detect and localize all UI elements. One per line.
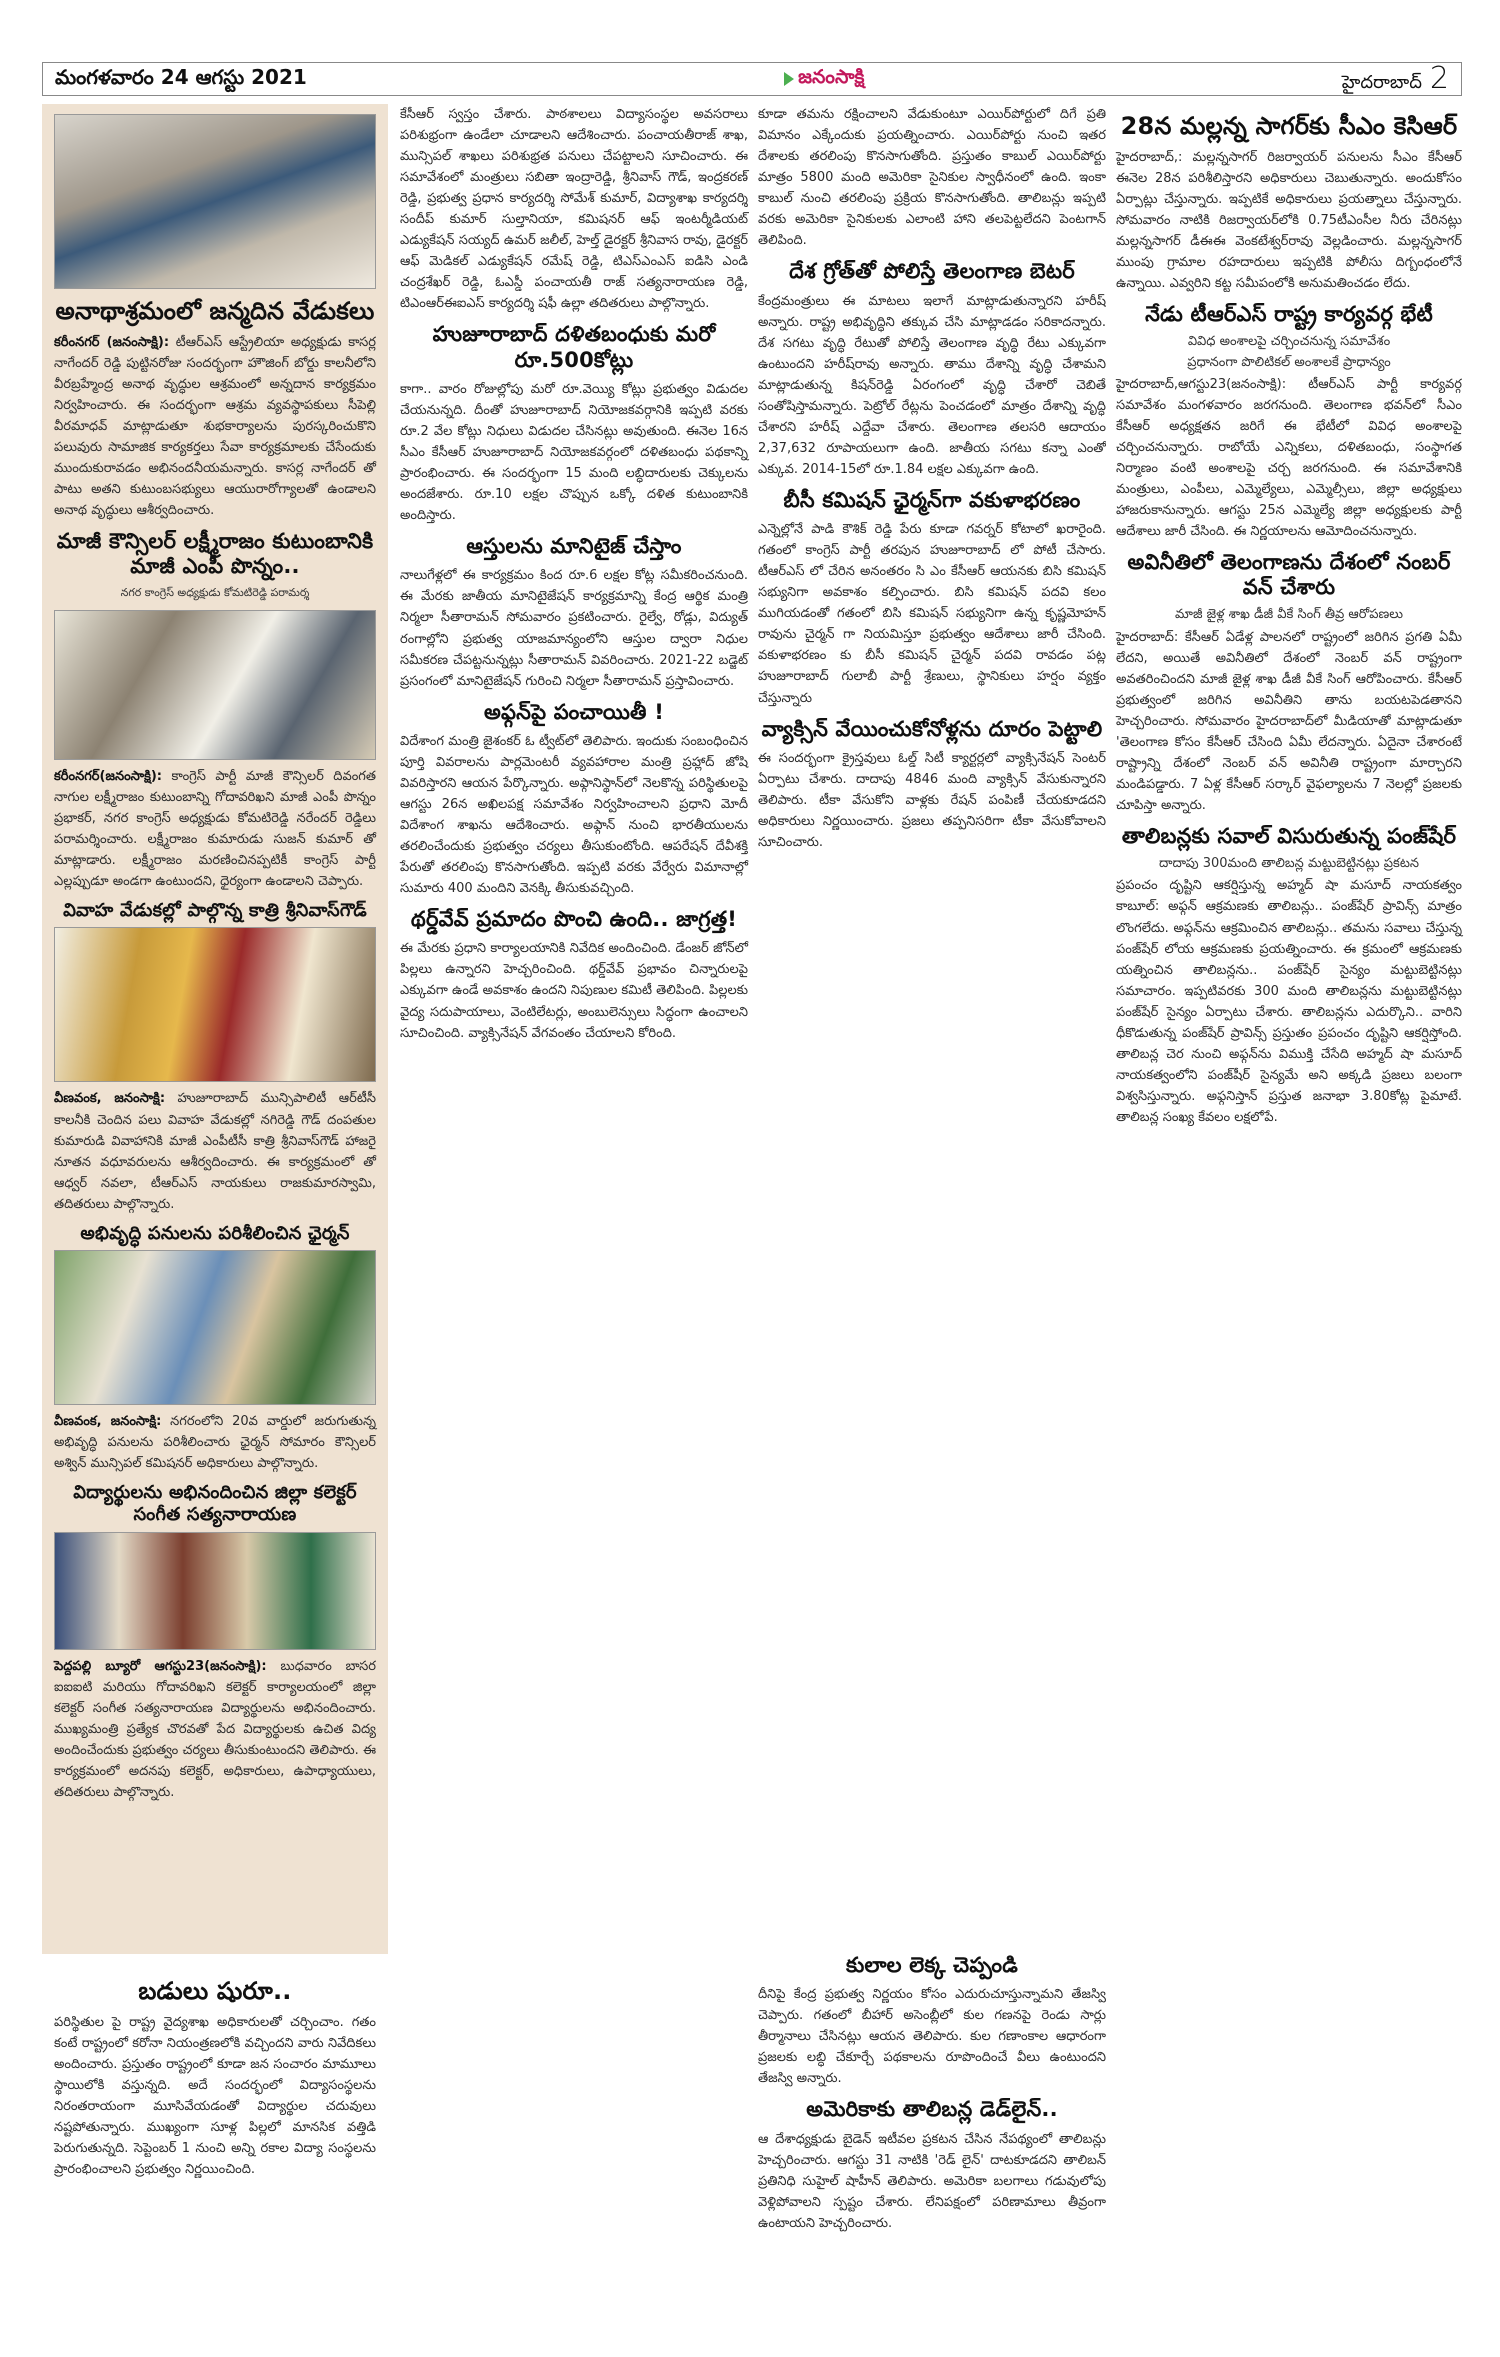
subhead-corruption: మాజీ జైళ్ల శాఖ డీజీ వీకే సింగ్ తీవ్ర ఆరోపణలు [1175, 607, 1403, 623]
photo-ponnam-visit [54, 610, 376, 760]
headline-chairman-inspection: అభివృద్ధి పనులను పరిశీలించిన ఛైర్మన్ [80, 1222, 350, 1244]
headline-trs-meeting: నేడు టీఆర్ఎస్ రాష్ట్ర కార్యవర్గ భేటీ [1145, 302, 1433, 327]
photo-inspection [54, 1250, 376, 1405]
column-2 [400, 104, 748, 1048]
headline-telangana-growth: దేశ గ్రోత్‌తో పోలిస్తే తెలంగాణ బెటర్ [789, 259, 1075, 284]
column-left-panel [42, 104, 388, 1954]
subhead-trs-meeting-2: ప్రధానంగా పొలిటికల్ అంశాలకే ప్రాధాన్యం [1187, 354, 1391, 370]
article-collector-students: పెద్దపల్లి బ్యూరో ఆగస్టు23(జనంసాక్షి): బుధవారం బాసర ఐఐఐటి మరియు గోదావరిఖని కలెక్టర్ కార్యాలయంలో జిల్లా కలెక్టర్ సంగీత సత్యనారాయణ విద్యార్థులను అభినందించారు. ముఖ్యమంత్రి ప్రత్యేక చొరవతో పేద విద్యార్థులకు ఉచిత విద్య అందించేందుకు ప్రభుత్వం చర్యలు తీసుకుంటుందని తెలిపారు. ఈ కార్యక్రమంలో అదనపు కలెక్టర్, అధికారులు, ఉపాధ్యాయులు, తదితరులు పాల్గొన్నారు. [54, 1658, 376, 1800]
article-bc-commission: ఎన్నెల్లోనే పాడి కౌశిక్ రెడ్డి పేరు కూడా గవర్నర్ కోటాలో ఖరారైంది. గతంలో కాంగ్రెస్ పార్టీ తరపున హుజూరాబాద్ లో పోటీ చేసారు. టీఆర్ఎస్ లో చేరిన అనంతరం సి ఎం కేసీఆర్ ఆయనకు బిసి కమిషన్ సభ్యునిగా అవకాశం కల్పించారు. బిసి కమిషన్ పదవి కలం ముగియడంతో గతంలో బిసి కమిషన్ సభ్యునిగా ఉన్న కృష్ణమోహన్ రావును చైర్మన్ గా నియమిస్తూ ప్రభుత్వం ఆదేశాలు జారీ చేసింది. వకుళాభరణం కు బీసీ కమిషన్ చైర్మన్ పదవి రావడం పట్ల హుజూరాబాద్ గులాబీ పార్టీ శ్రేణులు, స్థానికులు హర్షం వ్యక్తం చేస్తున్నారు [758, 522, 1106, 706]
photo-wedding [54, 927, 376, 1082]
headline-monetize-assets: ఆస్తులను మానిటైజ్ చేస్తాం [466, 534, 682, 559]
headline-vaccine-ration: వ్యాక్సిన్ వేయించుకోనోళ్లను దూరం పెట్టాలి [761, 716, 1103, 741]
article-third-wave: ఈ మేరకు ప్రధాని కార్యాలయానికి నివేదిక అందించింది. డేంజర్ జోన్‌లో పిల్లలు ఉన్నారని హెచ్చరించింది. థర్డ్‌వేవ్ ప్రభావం చిన్నారులపై ఎక్కువగా ఉండే అవకాశం ఉందని నిపుణుల కమిటీ తెలిపింది. పిల్లలకు వైద్య సదుపాయాలు, వెంటిలేటర్లు, అంబులెన్సులు సిద్ధంగా ఉంచాలని సూచించింది. వ్యాక్సినేషన్ వేగవంతం చేయాలని కోరింది. [400, 941, 749, 1041]
column-4 [1116, 104, 1462, 1132]
headline-orphanage-birthday: అనాథాశ్రమంలో జన్మదిన వేడుకలు [55, 297, 375, 325]
headline-afghan-panchayat: అఫ్గన్‌పై పంచాయితీ ! [484, 699, 664, 724]
article-caste-census: దీనిపై కేంద్ర ప్రభుత్వ నిర్ణయం కోసం ఎదురుచూస్తున్నామని తేజస్వి చెప్పారు. గతంలో బీహార్ అసెంబ్లీలో కుల గణనపై రెండు సార్లు తీర్మానాలు చేసినట్లు ఆయన తెలిపారు. కుల గణాంకాల ఆధారంగా ప్రజలకు లబ్ధి చేకూర్చే పథకాలను రూపొందించే వీలు ఉంటుందని తేజస్వి అన్నారు. [758, 1987, 1106, 2087]
edition-city: హైదరాబాద్ [1341, 72, 1422, 93]
article-wedding-visit: వీణవంక, జనంసాక్షి: హుజూరాబాద్ మున్సిపాలిటీ ఆర్‌టీసీ కాలనీకి చెందిన పలు వివాహ వేడుకల్లో నగిరెడ్డి గౌడ్ దంపతుల కుమారుడి వివాహానికి మాజీ ఎంపీటీసీ కాత్రి శ్రీనివాస్‌గౌడ్ హాజరై నూతన వధూవరులను ఆశీర్వదించారు. ఈ కార్యక్రమంలో తో ఆధ్వర్ నవలా, టీఆర్ఎస్ నాయకులు రాజకుమారస్వామి, తదితరులు పాల్గొన్నారు. [54, 1091, 376, 1212]
article-afghan-panchayat: విదేశాంగ మంత్రి జైశంకర్ ఓ ట్వీట్‌లో తెలిపారు. ఇందుకు సంబంధించిన పూర్తి వివరాలను పార్లమెంటరీ వ్యవహారాల మంత్రి ప్రహ్లాద్ జోషి వివరిస్తారని ఆయన పేర్కొన్నారు. అఫ్గానిస్థాన్‌లో నెలకొన్న పరిస్థితులపై ఆగస్టు 26న అఖిలపక్ష సమావేశం నిర్వహించాలని ప్రధాని మోదీ విదేశాంగ శాఖను ఆదేశించారు. అఫ్గాన్ నుంచి భారతీయులను తరలించేందుకు ప్రభుత్వం చర్యలు తీసుకుంటోంది. ఆపరేషన్ దేవీశక్తి పేరుతో తరలింపు కొనసాగుతోంది. ఇప్పటి వరకు వేర్వేరు విమానాల్లో సుమారు 400 మందిని వెనక్కి తీసుకువచ్చింది. [400, 733, 748, 897]
article-kabul-continued: కూడా తమను రక్షించాలని వేడుకుంటూ ఎయిర్‌పోర్టులో దిగే ప్రతి విమానం ఎక్కేందుకు ప్రయత్నించారు. ఎయిర్‌పోర్టు నుంచి ఇతర దేశాలకు తరలింపు కొనసాగుతోంది. ప్రస్తుతం కాబుల్ ఎయిర్‌పోర్టు మాత్రం 5800 మంది అమెరికా సైనికుల స్వాధీనంలో ఉంది. ఇంకా కాబుల్ నుంచి తరలింపు ప్రక్రియ కొనసాగుతోంది. తాలిబన్లు ఇప్పటి వరకు అమెరికా సైనికులకు ఎలాంటి హాని తలపెట్టలేదని పెంటగాన్ తెలిపింది. [758, 107, 1106, 249]
column-left-lower [42, 1965, 388, 2345]
article-schools-continued: కేసీఆర్ స్వస్తం చేశారు. పాఠశాలలు విద్యాసంస్థల అవసరాలు పరిశుభ్రంగా ఉండేలా చూడాలని ఆదేశించారు. పంచాయతీరాజ్ శాఖ, మున్సిపల్ శాఖలు పరిశుభ్రత పనులు చేపట్టాలని సూచించారు. ఈ సమావేశంలో మంత్రులు సబితా ఇంద్రారెడ్డి, శ్రీనివాస్ గౌడ్, ఇంద్రకరణ్ రెడ్డి, ప్రభుత్వ ప్రధాన కార్యదర్శి సోమేశ్ కుమార్, విద్యాశాఖ కార్యదర్శి సందీప్ కుమార్ సుల్తానియా, కమిషనర్ ఆఫ్ ఇంటర్మీడియట్ ఎడ్యుకేషన్ సయ్యద్ ఉమర్ జలీల్, హెల్త్ డైరక్టర్ శ్రీనివాస రావు, డైరక్టర్ ఆఫ్ మెడికల్ ఎడ్యుకేషన్ రమేష్ రెడ్డి, టిఎస్ఎంఎస్ ఐడిసి ఎండి చంద్రశేఖర్ రెడ్డి, ఓఎస్డీ పంచాయతీ రాజ్ సత్యనారాయణ రెడ్డి, టిఎంఆర్ఈఐఎస్ కార్యదర్శి షఫీ ఉల్లా తదితరులు పాల్గొన్నారు. [400, 107, 748, 312]
headline-bc-commission: బీసీ కమిషన్ ఛైర్మన్‌గా వకుళాభరణం [783, 487, 1081, 512]
headline-ponnam-visit: మాజీ కౌన్సిలర్ లక్ష్మీరాజం కుటుంబానికి మాజీ ఎంపీ పొన్నం.. [56, 529, 374, 579]
headline-caste-census: కులాల లెక్క చెప్పండి [846, 1953, 1018, 1977]
article-taliban-deadline: ఆ దేశాధ్యక్షుడు బైడెన్ ఇటీవల ప్రకటన చేసిన నేపథ్యంలో తాలిబన్లు హెచ్చరించారు. ఆగస్టు 31 నాటికి 'రెడ్ లైన్' దాటకూడదని తాలిబన్ ప్రతినిధి సుహైల్ షాహీన్ తెలిపారు. అమెరికా బలగాలు గడువులోపు వెళ్లిపోవాలని స్పష్టం చేశారు. లేనిపక్షంలో పరిణామాలు తీవ్రంగా ఉంటాయని హెచ్చరించారు. [758, 2131, 1106, 2231]
article-telangana-growth: కేంద్రమంత్రులు ఈ మాటలు ఇలాగే మాట్లాడుతున్నారని హరీష్ అన్నారు. రాష్ట్ర అభివృద్ధిని తక్కువ చేసి మాట్లాడడం సరికాదన్నారు. దేశ సగటు వృద్ధి రేటుతో పోలిస్తే తెలంగాణ వృద్ధి రేటు ఎక్కువగా ఉంటుందని హరీష్‌రావు అన్నారు. తాము దేశాన్ని వృద్ధి చేశామని మాట్లాడుతున్న కిషన్‌రెడ్డి ఏరంగంలో వృద్ధి చేశారో చెబితే సంతోషిస్తామన్నారు. పెట్రోల్ రేట్లను పెంచడంలో మాత్రం దేశాన్ని వృద్ధి చేశారని హరీష్ ఎద్దేవా చేశారు. తెలంగాణ తలసరి ఆదాయం 2,37,632 రూపాయలుగా ఉంది. జాతీయ సగటు కన్నా ఎంతో ఎక్కువ. 2014-15లో రూ.1.84 లక్షల ఎక్కువగా ఉంది. [758, 293, 1106, 477]
article-trs-meeting: హైదరాబాద్,ఆగస్టు23(జనంసాక్షి): టీఆర్ఎస్ పార్టీ కార్యవర్గ సమావేశం మంగళవారం జరగనుంది. తెలంగాణ భవన్‌లో సీఎం కేసీఆర్ అధ్యక్షతన జరిగే ఈ భేటీలో వివిధ అంశాలపై చర్చించనున్నారు. రాబోయే ఎన్నికలు, దళితబంధు, సంస్థాగత నిర్మాణం వంటి అంశాలపై చర్చ జరగనుంది. ఈ సమావేశానికి మంత్రులు, ఎంపీలు, ఎమ్మెల్యేలు, ఎమ్మెల్సీలు, జిల్లా అధ్యక్షులు హాజరుకానున్నారు. ఆగస్టు 25న ఎమ్మెల్యే జిల్లా అధ్యక్షులకు పార్టీ ఆదేశాలు జారీ చేసింది. ఈ నిర్ణయాలను ఆమోదించనున్నారు. [1116, 376, 1462, 540]
masthead-date: మంగళవారం 24 ఆగస్టు 2021 [55, 64, 307, 89]
article-orphanage-birthday: కరీంనగర్ (జనంసాక్షి): టీఆర్ఎస్ ఆస్ట్రేలియా అధ్యక్షుడు కాసర్ల నాగేందర్ రెడ్డి పుట్టినరోజు సందర్భంగా హౌజింగ్ బోర్డు కాలనీలోని వీరబ్రహ్మేంద్ర అనాథ వృద్ధుల ఆశ్రమంలో అన్నదాన కార్యక్రమం నిర్వహించారు. ఈ సందర్భంగా ఆశ్రమ వ్యవస్థాపకులు సీపెల్లి వీరమాధవ్ మాట్లాడుతూ శుభకార్యాలను పురస్కరించుకొని పలువురు సామాజిక కార్యకర్తలు సేవా కార్యక్రమాలకు చేసేందుకు ముందుకురావడం అభినందనీయమన్నారు. కాసర్ల నాగేందర్ తో పాటు అతని కుటుంబసభ్యులు ఆయురారోగ్యాలతో ఉండాలని అనాథ వృద్ధులు ఆశీర్వదించారు. [54, 334, 376, 519]
article-ponnam-visit: కరీంనగర్(జనంసాక్షి): కాంగ్రెస్ పార్టీ మాజీ కౌన్సిలర్ దివంగత నాగుల లక్ష్మీరాజం కుటుంబాన్ని గోదావరిఖని మాజీ ఎంపీ పొన్నం ప్రభాకర్, నగర కాంగ్రెస్ అధ్యక్షుడు కోమటిరెడ్డి నరేందర్ రెడ్డిలు పరామర్శించారు. లక్ష్మీరాజం కుమారుడు సుజన్ కుమార్ తో మాట్లాడారు. లక్ష్మీరాజం మరణించినప్పటికీ కాంగ్రెస్ పార్టీ ఎల్లప్పుడూ అండగా ఉంటుందని, ధైర్యంగా ఉండాలని చెప్పారు. [54, 768, 376, 889]
masthead-edition [1342, 61, 1449, 97]
page-number: 2 [1429, 61, 1449, 96]
headline-dalitbandhu: హుజూరాబాద్ దళితబంధుకు మరో రూ.500కోట్లు [432, 322, 716, 372]
headline-taliban-deadline: అమెరికాకు తాలిబన్ల డెడ్‌లైన్.. [806, 2097, 1058, 2122]
column-3 [758, 104, 1106, 1934]
photo-students [54, 1532, 376, 1650]
headline-third-wave: థర్డ్‌వేవ్ ప్రమాదం పొంచి ఉంది.. జాగ్రత్త! [410, 907, 738, 932]
leaf-icon [784, 72, 794, 86]
article-corruption: హైదరాబాద్: కేసీఆర్ ఏడేళ్ల పాలనలో రాష్ట్రంలో జరిగిన ప్రగతి ఏమీ లేదని, అయితే అవినీతిలో దేశంలో నెంబర్ వన్ రాష్ట్రంగా అవతరించిందని మాజీ జైళ్ల శాఖ డీజీ వీకే సింగ్ ఆరోపించారు. కేసీఆర్ ప్రభుత్వంలో జరిగిన అవినీతిని తాను బయటపెడతానని హెచ్చరించారు. సోమవారం హైదరాబాద్‌లో మీడియాతో మాట్లాడుతూ 'తెలంగాణ కోసం కేసీఆర్ చేసింది ఏమీ లేదన్నారు. ఏదైనా చేశారంటే రాష్ట్రాన్ని దేశంలో నెంబర్ వన్ అవినీతి రాష్ట్రంగా మార్చారని మండిపడ్డారు. 7 ఏళ్ల కేసీఆర్ సర్కార్ వైఫల్యాలను 7 నెలల్లో ప్రజలకు చూపిస్తా అన్నారు. [1116, 629, 1462, 813]
column-3-lower [758, 1945, 1106, 2238]
headline-schools-reopen: బడులు షురూ.. [138, 1977, 292, 2005]
article-monetize-assets: నాలుగేళ్లలో ఈ కార్యక్రమం కింద రూ.6 లక్షల కోట్ల సమీకరించనుంది. ఈ మేరకు జాతీయ మానిటైజేషన్ కార్యక్రమాన్ని కేంద్ర ఆర్థిక మంత్రి నిర్మలా సీతారామన్ సోమవారం ప్రకటించారు. రైల్వే, రోడ్లు, విద్యుత్ రంగాల్లోని ప్రభుత్వ యాజమాన్యంలోని ఆస్తుల ద్వారా నిధుల సమీకరణ చేపట్టనున్నట్లు సీతారామన్ వివరించారు. 2021-22 బడ్జెట్ ప్రసంగంలో మానిటైజేషన్ గురించి నిర్మలా సీతారామన్ ప్రస్తావించారు. [400, 568, 748, 689]
subhead-panjshir: దాదాపు 300మంది తాలిబన్ల మట్టుబెట్టినట్లు ప్రకటన [1158, 856, 1419, 872]
article-vaccine-ration: ఈ సందర్భంగా క్రైస్తవులు ఓల్డ్ సిటీ క్యార్టర్లలో వ్యాక్సినేషన్ సెంటర్ ఏర్పాటు చేశారు. దాదాపు 4846 మంది వ్యాక్సిన్ వేసుకున్నారని తెలిపారు. టీకా వేసుకోని వాళ్లకు రేషన్ పంపిణీ చేయకూడదని అధికారులు నిర్ణయించారు. ప్రజలు తప్పనిసరిగా టీకా వేసుకోవాలని సూచించారు. [758, 750, 1106, 850]
subhead-trs-meeting-1: వివిధ అంశాలపై చర్చించనున్న సమావేశం [1187, 334, 1391, 350]
logo-text: జనంసాక్షి [798, 65, 865, 88]
byline-ponnam-visit: నగర కాంగ్రెస్ అధ్యక్షుడు కోమటిరెడ్డి పరామర్శ [120, 585, 310, 599]
headline-collector-students: విద్యార్థులను అభినందించిన జిల్లా కలెక్టర్ సంగీత సత్యనారాయణ [73, 1482, 357, 1526]
headline-mallanna-sagar: 28న మల్లన్న సాగర్‌కు సీఎం కెసిఆర్ [1120, 112, 1458, 140]
dateline: కరీంనగర్ (జనంసాక్షి): [54, 334, 170, 350]
article-panjshir: ప్రపంచం దృష్టిని ఆకర్షిస్తున్న అహ్మద్ షా మసూద్ నాయకత్వం కాబూల్: అఫ్గన్ ఆక్రమణకు తాలిబన్లు.. పంజ్‌షేర్ ప్రావిన్స్ మాత్రం లొంగలేదు. అఫ్గన్‌ను ఆక్రమించిన తాలిబన్లు.. తమను సవాలు చేస్తున్న పంజ్‌షేర్ లోయ ఆక్రమణకు ప్రయత్నించారు. ఈ క్రమంలో ఆక్రమణకు యత్నించిన తాలిబన్లను.. పంజ్‌షేర్ సైన్యం మట్టుబెట్టినట్లు సమాచారం. ఇప్పటివరకు 300 మంది తాలిబన్లను మట్టుబెట్టినట్లు పంజ్‌షేర్ సైన్యం ఏర్పాటు చేశారు. తాలిబన్లను ఎదుర్కొని.. వారిని ధీకొడుతున్న పంజ్‌షేర్ ప్రావిన్స్ ప్రస్తుతం ప్రపంచం దృష్టిని ఆకర్షిస్తోంది. తాలిబన్ల చెర నుంచి అఫ్గన్‌ను విముక్తి చేసేది అహ్మద్ షా మసూద్ నాయకత్వంలోని పంజ్‌షీర్ సైన్యమే అని అక్కడి ప్రజలు బలంగా విశ్వసిస్తున్నారు. అఫ్గనిస్తాన్ ప్రస్తుత జనాభా 3.80కోట్ల పైమాటే. తాలిబన్ల సంఖ్య కేవలం లక్షలోపే. [1116, 878, 1462, 1125]
headline-wedding-visit: వివాహ వేడుకల్లో పాల్గొన్న కాత్రి శ్రీనివాస్‌గౌడ్ [63, 899, 367, 921]
headline-corruption-number-one: అవినీతిలో తెలంగాణను దేశంలో నంబర్ వన్ చేశారు [1127, 550, 1451, 600]
headline-panjshir: తాలిబన్లకు సవాల్ విసురుతున్న పంజ్‌షేర్ [1121, 824, 1457, 849]
article-mallanna-sagar: హైదరాబాద్,: మల్లన్నసాగర్ రిజర్వాయర్ పనులను సీఎం కేసీఆర్ ఈనెల 28న పరిశీలిస్తారని అధికారులు చెబుతున్నారు. అందుకోసం ఏర్పాట్లు చేస్తున్నారు. ఇప్పటికే అధికారులు ప్రయత్నాలు చేస్తున్నారు. సోమవారం నాటికి రిజర్వాయర్‌లోకి 0.75టీఎంసీల నీరు చేరినట్లు మల్లన్నసాగర్ డీఈఈ వెంకటేశ్వర్‌రావు వెల్లడించారు. మల్లన్నసాగర్ ముంపు గ్రామాల రహదారులు ఇప్పటికి పోలీసు దిగ్బంధంలోనే ఉన్నాయి. ఎవ్వరిని కట్ట సమీపంలోకి అనుమతించడం లేదు. [1116, 149, 1462, 292]
masthead [42, 62, 1462, 96]
article-schools-reopen: పరిస్థితుల పై రాష్ట్ర వైద్యశాఖ అధికారులతో చర్చించాం. గతం కంటే రాష్ట్రంలో కరోనా నియంత్రణలోకి వచ్చిందని వారు నివేదికలు అందించారు. ప్రస్తుతం రాష్ట్రంలో కూడా జన సంచారం మామూలు స్థాయిలోకి వస్తున్నది. అదే సందర్భంలో విద్యాసంస్థలను నిరంతరాయంగా మూసివేయడంతో విద్యార్థుల చదువులు నష్టపోతున్నారు. ముఖ్యంగా సూళ్ల పిల్లలో మానసిక వత్తిడి పెరుగుతున్నది. సెప్టెంబర్ 1 నుంచి అన్ని రకాల విద్యా సంస్థలను ప్రారంభించాలని ప్రభుత్వం నిర్ణయించింది. [54, 2014, 376, 2178]
photo-orphanage-food [54, 114, 376, 289]
article-dalitbandhu: కాగా.. వారం రోజుల్లోపు మరో రూ.వెయ్యి కోట్లు ప్రభుత్వం విడుదల చేయనున్నది. దీంతో హుజూరాబాద్ నియోజకవర్గానికి ఇప్పటి వరకు రూ.2 వేల కోట్లు నిధులు విడుదల చేసినట్లు అవుతుంది. ఈనెల 16న సీఎం కేసీఆర్ హుజూరాబాద్ నియోజకవర్గంలో దళితబంధు పథకాన్ని ప్రారంభించారు. ఈ సందర్భంగా 15 మంది లబ్ధిదారులకు చెక్కులను అందజేశారు. రూ.10 లక్షల చొప్పున ఒక్కో దళిత కుటుంబానికి అందిస్తారు. [400, 381, 748, 524]
newspaper-logo[interactable] [784, 66, 864, 93]
article-chairman-inspection: వీణవంక, జనంసాక్షి: నగరంలోని 20వ వార్డులో జరుగుతున్న అభివృద్ధి పనులను పరిశీలించారు ఛైర్మన్ సోమారం కౌన్సిలర్ అశ్విన్ మున్సిపల్ కమిషనర్ అధికారులు పాల్గొన్నారు. [54, 1414, 376, 1472]
